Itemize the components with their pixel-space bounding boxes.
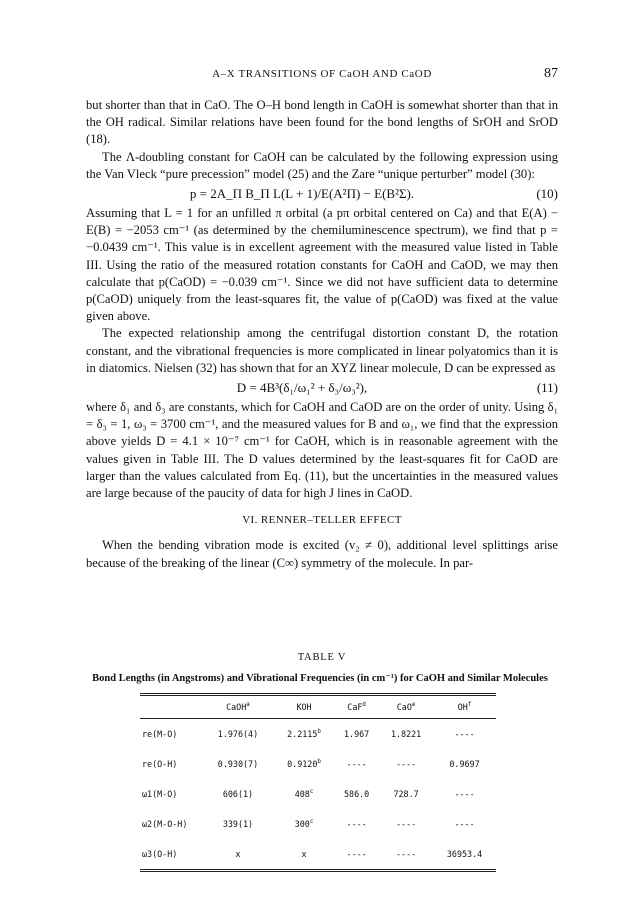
table-cell: [202, 779, 274, 809]
body-text: [86, 97, 558, 572]
table-row: [140, 719, 496, 749]
page-number: 87: [544, 66, 558, 81]
equation-11-number: (11): [536, 380, 558, 396]
cell-value: 339(1): [222, 819, 254, 829]
column-footnote: a: [246, 702, 250, 709]
equation-10: [86, 184, 558, 204]
cell-value: 408: [294, 789, 310, 799]
table-header-row: [140, 696, 496, 717]
column-label: CaOH: [226, 702, 247, 712]
column-footnote: e: [411, 702, 416, 709]
table-column-header: [334, 696, 379, 717]
running-title: A–X TRANSITIONS OF CaOH AND CaOD: [212, 68, 432, 80]
cell-value: x: [235, 849, 241, 859]
paragraph-6: When the bending vibration mode is excited (v₂ ≠ 0), additional level splittings arise because of the breaking of the linear (C∞) symmetry of the molecule. In par-: [86, 538, 558, 570]
paragraph-4: The expected relationship among the centrifugal distortion constant D, the rotation constant, and the vibrational frequencies is more complicated in linear polyatomics than it is in diatomics. Nielsen (32) has shown that for an XYZ linear molecule, D can be expressed as: [86, 326, 558, 375]
cell-value: 2.2115: [287, 729, 318, 739]
table-column-header: [274, 696, 334, 717]
column-footnote: d: [362, 702, 366, 709]
cell-footnote: c: [309, 789, 314, 796]
section-heading: VI. RENNER–TELLER EFFECT: [242, 514, 402, 527]
table-cell: [433, 749, 496, 779]
column-label: OH: [457, 702, 468, 712]
table-cell: [379, 809, 433, 839]
cell-value: 586.0: [344, 789, 370, 799]
table-cell: [334, 779, 379, 809]
cell-value: 0.9697: [449, 759, 480, 769]
cell-value: ----: [454, 819, 475, 829]
table-cell: [433, 839, 496, 869]
table-cell: [202, 749, 274, 779]
equation-11: [86, 378, 558, 398]
row-label: ω2(M-O-H): [142, 819, 188, 829]
table-row: [140, 749, 496, 779]
table-cell: [202, 719, 274, 749]
cell-value: ----: [346, 819, 367, 829]
table-bottom-rule: [140, 869, 496, 872]
table-grid: [140, 696, 496, 869]
cell-value: 0.930(7): [217, 759, 259, 769]
paragraph-3: Assuming that L = 1 for an unfilled π orbital (a pπ orbital centered on Ca) and that E(A) − E(B) = −2053 cm⁻¹ (as determined by the chemiluminescence spectrum), we find that p = −0.0439 cm⁻¹. This value is in excellent agreement with the measured value listed in Table III. Using the ratio of the measured rotation constants for CaOH and CaOD, we may then calculate that p(CaOD) = −0.039 cm⁻¹. Since we did not have sufficient data to determine p(CaOD) uniquely from the least-squares fit, the value of p(CaOD) was fixed at the value given above.: [86, 206, 558, 324]
table-cell: [379, 719, 433, 749]
cell-value: 300: [294, 819, 310, 829]
cell-value: ----: [395, 849, 417, 859]
data-table: [140, 693, 496, 872]
table-cell: [433, 809, 496, 839]
row-label: re(O-H): [142, 759, 178, 769]
row-label: re(M-O): [142, 729, 178, 739]
table-cell: [379, 779, 433, 809]
column-footnote: f: [467, 702, 472, 709]
cell-footnote: b: [317, 729, 321, 736]
table-cell: [274, 719, 334, 749]
cell-value: 0.9120: [287, 759, 318, 769]
table-cell: [433, 719, 496, 749]
paragraph-5: where δ₁ and δ₃ are constants, which for CaOH and CaOD are on the order of unity. Using δ₁ = δ₃ = 1, ω₃ = 3700 cm⁻¹, and the measured values for B and ω₁, we find that the expression above yields D = 4.1 × 10⁻⁷ cm⁻¹ for CaOH, which is in reasonable agreement with the values given in Table III. The D values determined by the least-squares fit for CaOD are larger than the values calculated from Eq. (11), but the uncertainties in the measured values are large because of the paucity of data for high J lines in CaOD.: [86, 400, 558, 501]
table-column-header: [379, 696, 433, 717]
column-label: CaF: [347, 702, 363, 712]
equation-10-number: (10): [536, 186, 558, 202]
cell-value: 36953.4: [446, 849, 483, 859]
cell-value: ----: [454, 729, 475, 739]
table-row: [140, 779, 496, 809]
table-row: [140, 839, 496, 869]
paragraph-1: but shorter than that in CaO. The O–H bond length in CaOH is somewhat shorter than that in the OH radical. Similar relations have been found for the bond lengths of SrOH and SrOD (18).: [86, 98, 558, 147]
table-cell: [334, 839, 379, 869]
table-cell: [379, 749, 433, 779]
cell-value: 1.976(4): [217, 729, 259, 739]
table-caption: Bond Lengths (in Angstroms) and Vibrational Frequencies (in cm⁻¹) for CaOH and Similar Molecules: [92, 673, 548, 684]
page-header: [86, 68, 558, 86]
table-cell: [379, 839, 433, 869]
table-corner-cell: [140, 696, 202, 717]
table-cell: [202, 809, 274, 839]
cell-value: 1.967: [344, 729, 370, 739]
table-cell: [334, 809, 379, 839]
cell-value: x: [301, 849, 307, 859]
equation-10-expression: p = 2A_Π B_Π L(L + 1)/E(A²Π) − E(B²Σ).: [189, 186, 415, 202]
table-cell: [274, 839, 334, 869]
table-column-header: [433, 696, 496, 717]
cell-value: 728.7: [393, 789, 419, 799]
paragraph-2: The Λ-doubling constant for CaOH can be calculated by the following expression using the Van Vleck “pure precession” model (25) and the Zare “unique perturber” model (30):: [86, 149, 558, 181]
row-label: ω1(M-O): [142, 789, 178, 799]
table-cell: [274, 749, 334, 779]
table-cell: [274, 809, 334, 839]
cell-value: ----: [395, 759, 417, 769]
table-cell: [202, 839, 274, 869]
cell-footnote: c: [309, 819, 314, 826]
cell-value: ----: [395, 819, 417, 829]
table-cell: [334, 719, 379, 749]
table-label: TABLE V: [297, 652, 347, 663]
table-cell: [334, 749, 379, 779]
equation-11-expression: D = 4B³(δ₁/ω₁² + δ₃/ω₃²),: [236, 380, 368, 396]
table-cell: [433, 779, 496, 809]
table-column-header: [202, 696, 274, 717]
cell-value: ----: [346, 759, 367, 769]
column-label: CaO: [396, 702, 412, 712]
table-cell: [274, 779, 334, 809]
row-label: ω3(O-H): [142, 849, 178, 859]
cell-value: ----: [454, 789, 475, 799]
column-label: KOH: [296, 702, 312, 712]
cell-value: 606(1): [222, 789, 254, 799]
cell-value: 1.8221: [390, 729, 422, 739]
table-row: [140, 809, 496, 839]
cell-value: ----: [346, 849, 367, 859]
cell-footnote: b: [317, 759, 321, 766]
